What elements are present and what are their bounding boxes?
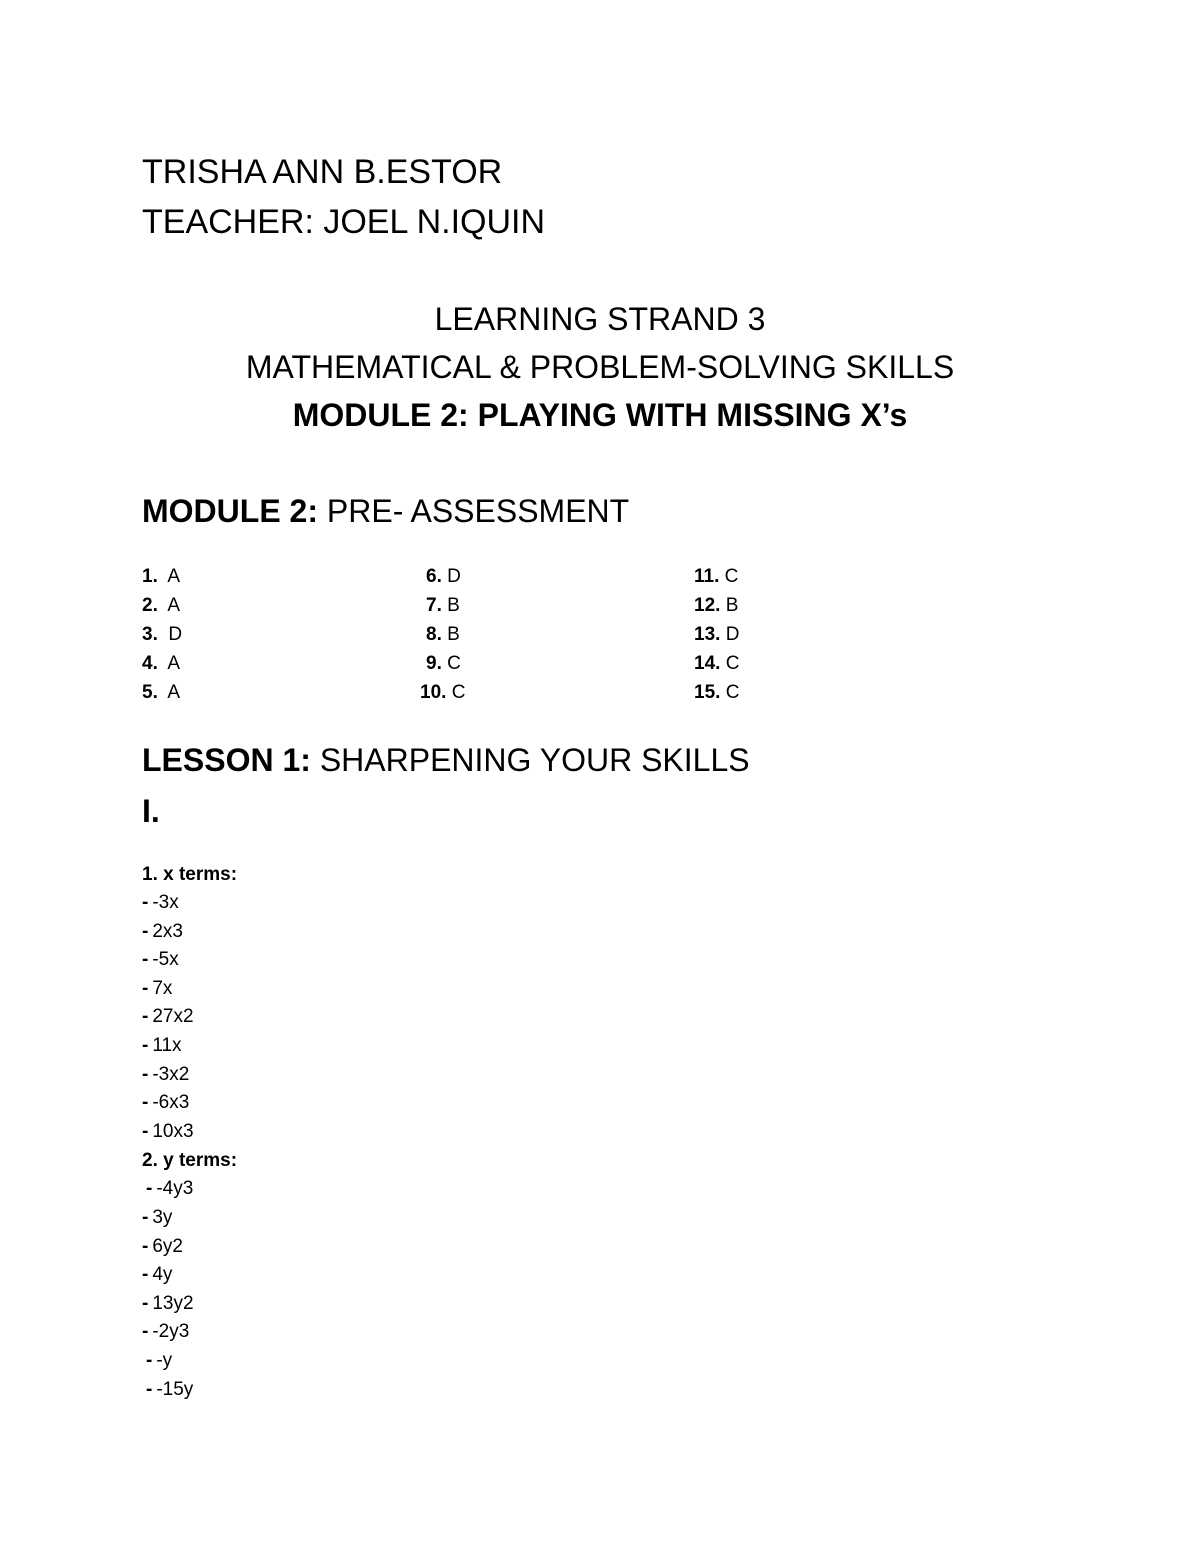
answer-item: 10. C xyxy=(420,682,466,703)
pre-assessment-heading-rest: PRE- ASSESSMENT xyxy=(318,493,630,529)
answer-item: 2. A xyxy=(142,595,181,616)
list-item: - 3y xyxy=(142,1206,173,1228)
learning-strand: LEARNING STRAND 3 xyxy=(434,301,766,337)
answer-item: 5. A xyxy=(142,682,181,703)
answer-item: 11. C xyxy=(694,566,739,587)
list-item: - -4y3 xyxy=(146,1178,194,1200)
lesson-heading-bold: LESSON 1: xyxy=(142,742,311,778)
answer-item: 1. A xyxy=(142,566,181,587)
list-item: - 11x xyxy=(142,1034,182,1056)
list-item: - 10x3 xyxy=(142,1120,194,1142)
lesson-heading-rest: SHARPENING YOUR SKILLS xyxy=(310,742,750,778)
list-item: - 7x xyxy=(142,977,173,999)
answer-item: 14. C xyxy=(694,653,740,674)
answer-item: 4. A xyxy=(142,653,181,674)
answer-column-1 xyxy=(142,562,182,707)
answer-item: 12. B xyxy=(694,595,739,616)
answer-item: 6. D xyxy=(426,566,461,587)
student-name: TRISHA ANN B.ESTOR xyxy=(142,153,503,191)
lesson-part-label: I. xyxy=(142,793,160,829)
list-item: - 13y2 xyxy=(142,1292,194,1314)
answer-key xyxy=(142,562,842,712)
list-item: - -2y3 xyxy=(142,1321,190,1343)
teacher-name: TEACHER: JOEL N.IQUIN xyxy=(142,203,546,241)
list-item: - 27x2 xyxy=(142,1006,194,1028)
list-item: - -y xyxy=(146,1349,173,1371)
answer-item: 15. C xyxy=(694,682,740,703)
y-terms-label: 2. y terms: xyxy=(142,1150,238,1172)
pre-assessment-heading xyxy=(142,492,629,530)
list-item: - 2x3 xyxy=(142,920,183,942)
answer-item: 7. B xyxy=(426,595,460,616)
list-item: - -15y xyxy=(146,1378,194,1400)
list-item: - -6x3 xyxy=(142,1092,190,1114)
answer-item: 9. C xyxy=(426,653,461,674)
list-item: - -5x xyxy=(142,949,179,971)
answer-column-2 xyxy=(420,562,466,707)
list-item: - -3x xyxy=(142,892,179,913)
answer-column-3 xyxy=(694,562,739,707)
answer-item: 13. D xyxy=(694,624,740,645)
module-title: MODULE 2: PLAYING WITH MISSING X’s xyxy=(292,397,908,433)
subject-title: MATHEMATICAL & PROBLEM-SOLVING SKILLS xyxy=(245,349,955,385)
term-list xyxy=(142,860,237,1404)
list-item: - 6y2 xyxy=(142,1235,183,1257)
answer-item: 3. D xyxy=(142,624,183,645)
lesson-heading xyxy=(142,741,750,779)
list-item: - 4y xyxy=(142,1264,173,1286)
x-terms-label: 1. x terms: xyxy=(142,864,238,885)
answer-item: 8. B xyxy=(426,624,460,645)
pre-assessment-heading-bold: MODULE 2: xyxy=(142,493,318,529)
list-item: - -3x2 xyxy=(142,1063,190,1085)
